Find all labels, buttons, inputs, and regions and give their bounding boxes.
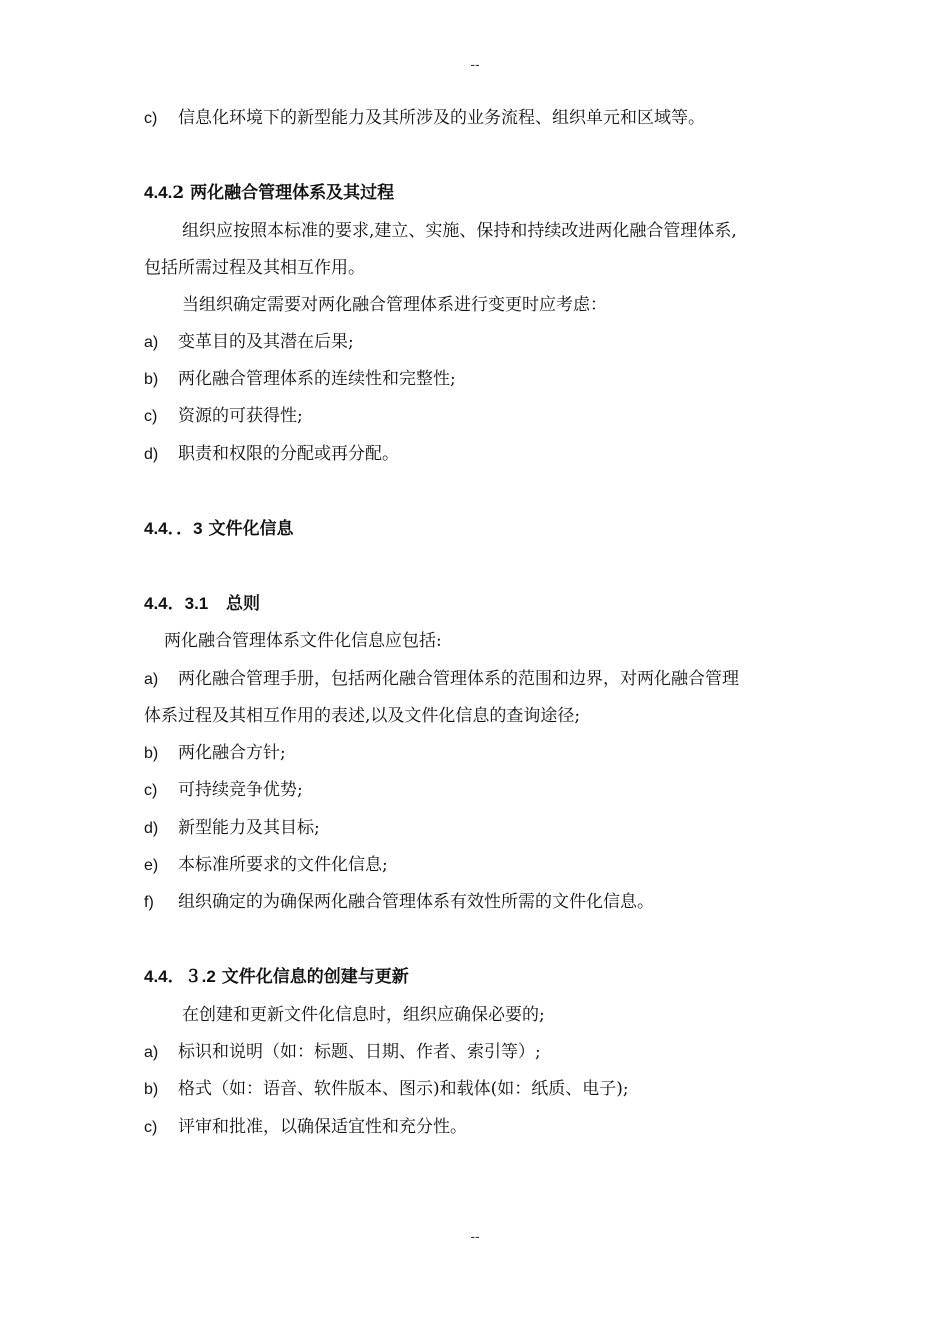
list-text: 新型能力及其目标; — [178, 818, 320, 838]
list-text: 资源的可获得性; — [178, 406, 303, 426]
list-marker: a) — [144, 1044, 159, 1061]
list-text: 变革目的及其潜在后果; — [178, 332, 354, 352]
list-marker: a) — [144, 671, 159, 688]
list-item-continuation: 体系过程及其相互作用的表述,以及文件化信息的查询途径; — [144, 706, 581, 726]
section-heading-4-4-3-2 — [144, 966, 824, 988]
list-text: 信息化环境下的新型能力及其所涉及的业务流程、组织单元和区域等。 — [178, 108, 705, 128]
list-marker: d) — [144, 820, 159, 837]
list-item — [144, 668, 824, 691]
section-title: 文件化信息 — [208, 519, 294, 539]
list-item — [144, 854, 824, 877]
list-item — [144, 368, 824, 391]
list-item — [144, 779, 824, 802]
section-number: 4.4．．3 — [144, 519, 203, 538]
list-marker: c) — [144, 782, 158, 799]
list-item — [144, 331, 824, 354]
list-marker: f) — [144, 894, 154, 911]
list-item — [144, 443, 824, 466]
section-heading-4-4-3-1 — [144, 593, 824, 615]
list-marker: e) — [144, 857, 159, 874]
list-item — [144, 817, 824, 840]
section-number: 4.4．3.1 — [144, 594, 209, 613]
list-text: 评审和批准，以确保适宜性和充分性。 — [178, 1117, 467, 1137]
list-text: 标识和说明（如：标题、日期、作者、索引等）; — [178, 1042, 541, 1062]
list-text: 两化融合方针; — [178, 743, 286, 763]
list-text: 职责和权限的分配或再分配。 — [178, 444, 399, 464]
list-marker: b) — [144, 745, 159, 762]
section-title: 总则 — [226, 594, 261, 614]
section-heading-4-4-3 — [144, 518, 824, 540]
list-text: 组织确定的为确保两化融合管理体系有效性所需的文件化信息。 — [178, 892, 654, 912]
list-marker: b) — [144, 1081, 159, 1098]
section-title: 2 两化融合管理体系及其过程 — [172, 183, 395, 203]
list-item — [144, 405, 824, 428]
section-number: 4.4. — [144, 183, 173, 202]
paragraph-line: 组织应按照本标准的要求,建立、实施、保持和持续改进两化融合管理体系, — [182, 221, 737, 241]
section-heading-4-4-2 — [144, 182, 824, 204]
list-marker: b) — [144, 371, 159, 388]
section-number: 4.4．３.2 — [144, 967, 216, 986]
paragraph-line: 当组织确定需要对两化融合管理体系进行变更时应考虑： — [182, 295, 607, 315]
page-header: -- — [470, 56, 480, 72]
list-item — [144, 1041, 824, 1064]
list-marker: d) — [144, 446, 159, 463]
list-item — [144, 107, 824, 130]
section-title: 文件化信息的创建与更新 — [221, 967, 409, 987]
list-item — [144, 1078, 824, 1101]
paragraph-line: 在创建和更新文件化信息时，组织应确保必要的; — [182, 1005, 545, 1025]
list-marker: a) — [144, 334, 159, 351]
list-marker: c) — [144, 1119, 158, 1136]
list-text: 本标准所要求的文件化信息; — [178, 855, 388, 875]
list-text: 两化融合管理体系的连续性和完整性; — [178, 369, 456, 389]
list-text: 两化融合管理手册，包括两化融合管理体系的范围和边界，对两化融合管理 — [178, 669, 739, 689]
list-item — [144, 1116, 824, 1139]
list-item — [144, 891, 824, 914]
paragraph-line: 两化融合管理体系文件化信息应包括: — [164, 631, 442, 651]
list-marker: c) — [144, 110, 158, 127]
list-marker: c) — [144, 408, 158, 425]
page-footer: -- — [470, 1228, 480, 1244]
list-text: 可持续竞争优势; — [178, 780, 303, 800]
paragraph-line: 包括所需过程及其相互作用。 — [144, 258, 365, 278]
list-text: 格式（如：语音、软件版本、图示)和载体(如：纸质、电子); — [178, 1079, 629, 1099]
list-item — [144, 742, 824, 765]
